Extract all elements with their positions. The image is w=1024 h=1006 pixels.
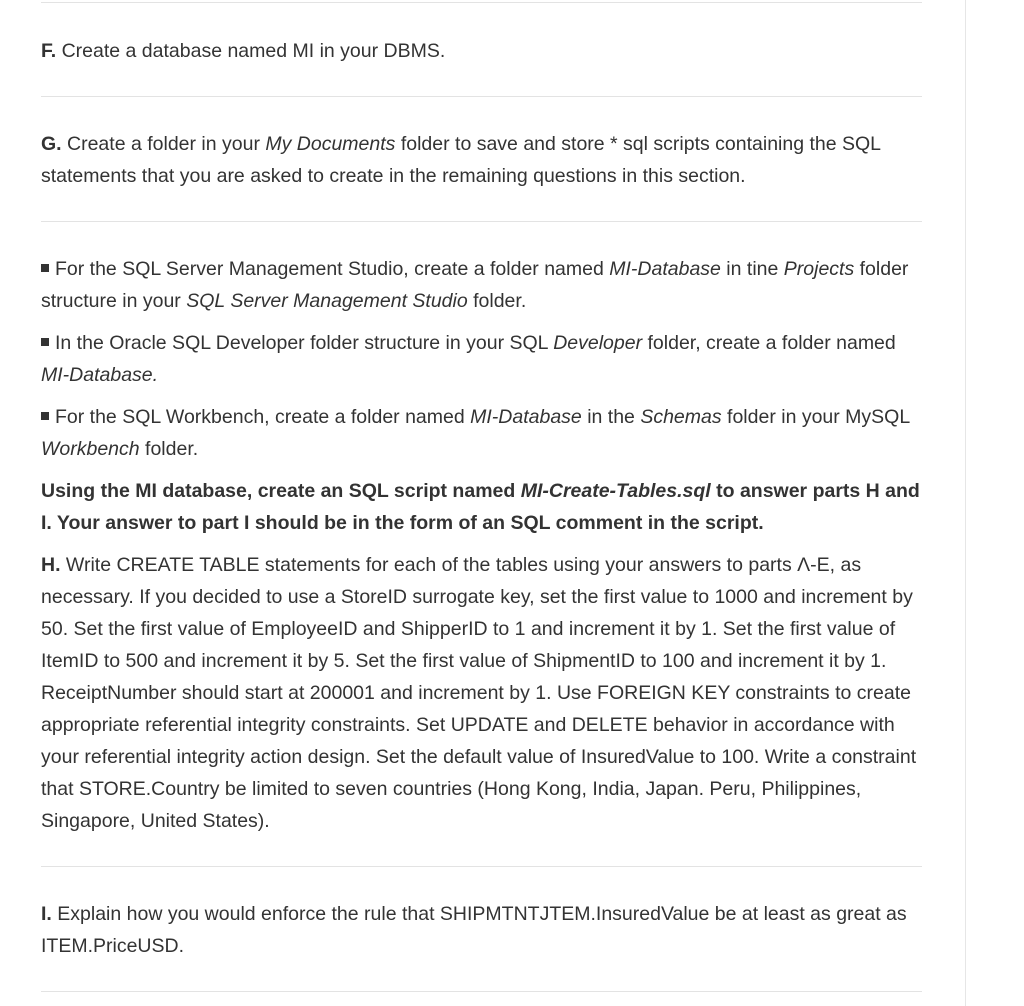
bullet-item [41, 253, 922, 317]
divider [41, 866, 922, 867]
section-f-text: Create a database named MI in your DBMS. [56, 40, 446, 62]
section-i [41, 898, 922, 962]
section-i-letter: I. [41, 903, 52, 925]
question-content [41, 0, 922, 992]
bullet-text: folder. [139, 438, 199, 460]
script-instruction [41, 475, 922, 539]
bullet-text: In the Oracle SQL Developer folder structure in your SQL [55, 332, 554, 354]
script-filename: MI-Create-Tables.sql [520, 480, 711, 502]
divider [41, 991, 922, 992]
bullet-emphasis: MI-Database. [41, 364, 159, 386]
section-f [41, 35, 922, 67]
bullet-text: folder. [467, 290, 527, 312]
section-g-letter: G. [41, 133, 62, 155]
bullet-item [41, 401, 922, 465]
square-bullet-icon [41, 264, 49, 272]
section-i-text: Explain how you would enforce the rule that SHIPMTNTJTEM.InsuredValue be at least as great as ITEM.PriceUSD. [41, 903, 907, 957]
square-bullet-icon [41, 338, 49, 346]
divider [41, 2, 922, 3]
bullet-emphasis: MI-Database [609, 258, 721, 280]
bullet-emphasis: SQL Server Management Studio [186, 290, 468, 312]
bullet-text: in the [581, 406, 641, 428]
section-g-text: folder to save and store * sql scripts containing the SQL statements that you are asked to create in the remaining questions in this section. [41, 133, 881, 187]
section-g-text: Create a folder in your [61, 133, 266, 155]
instruction-text: Using the MI database, create an SQL script named [41, 480, 521, 502]
bullet-text: folder structure in your [41, 258, 909, 312]
divider [41, 221, 922, 222]
bullet-text: folder, create a folder named [642, 332, 896, 354]
bullet-text: For the SQL Workbench, create a folder named [55, 406, 471, 428]
section-f-letter: F. [41, 40, 57, 62]
bullet-emphasis: Projects [783, 258, 855, 280]
bullet-emphasis: MI-Database [470, 406, 582, 428]
bullet-emphasis: Developer [553, 332, 643, 354]
bullet-item [41, 327, 922, 391]
section-g-emphasis: My Documents [265, 133, 396, 155]
divider [41, 96, 922, 97]
section-h [41, 549, 922, 837]
section-h-letter: H. [41, 554, 61, 576]
instruction-text: to answer parts H and I. Your answer to part I should be in the form of an SQL comment in the script. [41, 480, 920, 534]
square-bullet-icon [41, 412, 49, 420]
bullet-emphasis: Schemas [640, 406, 722, 428]
bullet-text: folder in your MySQL [721, 406, 910, 428]
section-g [41, 128, 922, 192]
right-panel-border [965, 0, 966, 1006]
section-h-text: Write CREATE TABLE statements for each of the tables using your answers to parts Λ-E, as necessary. If you decided to use a StoreID surrogate key, set the first value to 1000 and increment by 50. Set the first value of EmployeeID and ShipperID to 1 and increment it by 1. Set the first value of ItemID to 500 and increment it by 5. Set the first value of ShipmentID to 100 and increment it by 1. ReceiptNumber should start at 200001 and increment by 1. Use FOREIGN KEY constraints to create appropriate referential integrity constraints. Set UPDATE and DELETE behavior in accordance with your referential integrity action design. Set the default value of InsuredValue to 100. Write a constraint that STORE.Country be limited to seven countries (Hong Kong, India, Japan. Peru, Philippines, Singapore, United States). [41, 554, 917, 832]
bullet-text: in tine [720, 258, 784, 280]
bullet-text: For the SQL Server Management Studio, create a folder named [55, 258, 610, 280]
bullet-emphasis: Workbench [41, 438, 140, 460]
